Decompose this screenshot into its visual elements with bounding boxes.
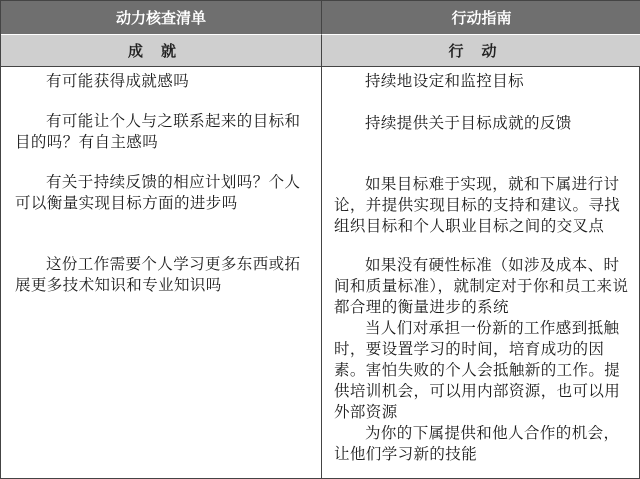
checklist-item: 有可能获得成就感吗 bbox=[46, 72, 190, 90]
action-item: 当人们对承担一份新的工作感到抵触时，要设置学习的时间，培育成功的因素。害怕失败的个人会抵触新的工作。提供培训机会，可以用内部资源，也可以用外部资源 bbox=[334, 319, 621, 421]
checklist-item: 这份工作需要个人学习更多东西或拓展更多技术知识和专业知识吗 bbox=[15, 255, 301, 294]
subheader-achievement: 成就 bbox=[1, 35, 322, 67]
action-guide-column bbox=[322, 67, 640, 478]
checklist-column bbox=[1, 67, 322, 478]
action-item: 如果没有硬性标准（如涉及成本、时间和质量标准），就制定对于你和员工来说都合理的衡量进步的系统 bbox=[334, 256, 629, 316]
action-item: 如果目标难于实现，就和下属进行讨论，并提供实现目标的支持和建议。寻找组织目标和个人职业目标之间的交叉点 bbox=[334, 175, 621, 235]
action-item: 持续地设定和监控目标 bbox=[365, 72, 525, 90]
subheader-action: 行动 bbox=[322, 35, 640, 67]
column-header-action-guide: 行动指南 bbox=[322, 1, 640, 35]
checklist-item: 有可能让个人与之联系起来的目标和目的吗？有自主感吗 bbox=[15, 112, 301, 151]
action-item: 为你的下属提供和他人合作的机会，让他们学习新的技能 bbox=[334, 424, 620, 463]
column-header-checklist: 动力核查清单 bbox=[1, 1, 322, 35]
action-item: 持续提供关于目标成就的反馈 bbox=[365, 114, 572, 132]
checklist-item: 有关于持续反馈的相应计划吗？个人可以衡量实现目标方面的进步吗 bbox=[15, 173, 301, 212]
